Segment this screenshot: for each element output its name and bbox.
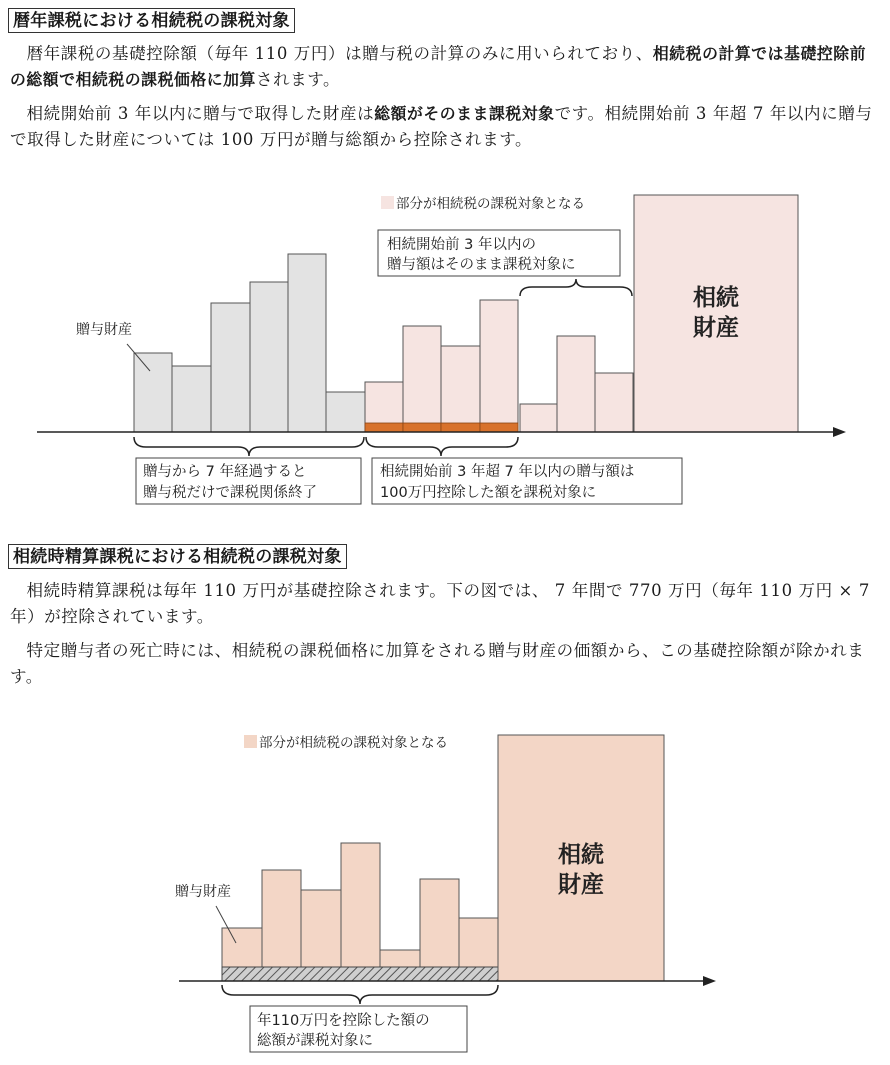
p2-text-c: です。相続開始前 3 年超 7 年以内に贈与で取得した財産については 100 万円が贈与総額から控除されます。 <box>10 104 873 149</box>
inheritance-label-line1: 相続 <box>693 285 739 311</box>
gift-bar-3 <box>211 303 250 432</box>
inheritance-label-2-line2: 財産 <box>558 872 604 898</box>
gift-bar-13 <box>595 373 633 432</box>
inheritance-label-line2: 財産 <box>693 315 739 341</box>
gift-bar-4 <box>250 282 288 432</box>
callout-mid-line2: 100万円控除した額を課税対象に <box>380 485 597 501</box>
p2-text-a: 相続開始前 3 年以内に贈与で取得した財産は <box>26 104 375 123</box>
gift-bar-9 <box>441 346 480 432</box>
diagram-1 <box>0 0 890 520</box>
bottom-brace-2 <box>222 985 498 1004</box>
p1-text-c: されます。 <box>255 70 341 89</box>
gift-bar-12 <box>557 336 595 432</box>
legend-swatch-2 <box>244 735 257 748</box>
axis-arrowhead-2 <box>703 976 716 986</box>
section2-paragraph-1: 相続時精算課税は毎年 110 万円が基礎控除されます。下の図では、 7 年間で 770 万円（毎年 110 万円 × 7 年）が控除されています。 <box>10 581 870 626</box>
left-brace <box>134 437 364 456</box>
section2-title: 相続時精算課税における相続税の課税対象 <box>8 544 347 569</box>
callout-left-line1: 贈与から 7 年経過すると <box>143 464 307 480</box>
p2-text-b: 総額がそのまま課税対象 <box>374 104 555 123</box>
axis-arrowhead <box>833 427 846 437</box>
gift-bar-5 <box>288 254 326 432</box>
gift-bar-2-4 <box>341 843 380 981</box>
deduction-strip-1 <box>365 423 403 432</box>
legend-swatch <box>381 196 394 209</box>
section2-paragraph-2: 特定贈与者の死亡時には、相続税の課税価格に加算をされる贈与財産の価額から、この基礎控除額が除かれます。 <box>10 641 865 686</box>
gift-bar-2-6 <box>420 879 459 981</box>
callout-top-line2: 贈与額はそのまま課税対象に <box>387 257 576 273</box>
callout-top-line1: 相続開始前 3 年以内の <box>387 237 536 253</box>
gift-bar-1 <box>134 353 172 432</box>
legend-text: 部分が相続税の課税対象となる <box>396 196 585 212</box>
gift-property-label-2: 贈与財産 <box>175 884 231 900</box>
deduction-strip-4 <box>480 423 518 432</box>
middle-brace <box>366 437 518 456</box>
gift-bar-6 <box>326 392 365 432</box>
section1-title: 暦年課税における相続税の課税対象 <box>8 8 295 33</box>
callout-left-line2: 贈与税だけで課税関係終了 <box>143 485 317 501</box>
deduction-strip-2 <box>403 423 441 432</box>
callout-2-line1: 年110万円を控除した額の <box>257 1013 430 1029</box>
gift-bar-2 <box>172 366 211 432</box>
basic-deduction-strip <box>222 967 498 981</box>
gift-bar-2-2 <box>262 870 301 981</box>
gift-bar-10 <box>480 300 518 432</box>
p1-text-b: 相続税の計算では基礎控除前の総額で相続税の課税価格に加算 <box>10 44 867 89</box>
diagram-2 <box>0 700 890 1065</box>
inheritance-label-2-line1: 相続 <box>558 842 604 868</box>
deduction-strip-3 <box>441 423 480 432</box>
callout-mid-line1: 相続開始前 3 年超 7 年以内の贈与額は <box>380 464 635 480</box>
p1-text-a: 暦年課税の基礎控除額（毎年 110 万円）は贈与税の計算のみに用いられており、 <box>26 44 653 63</box>
legend-text-2: 部分が相続税の課税対象となる <box>259 735 448 751</box>
gift-bar-11 <box>520 404 557 432</box>
gift-bar-8 <box>403 326 441 432</box>
callout-2-line2: 総額が課税対象に <box>257 1033 373 1049</box>
inheritance-block <box>634 195 798 432</box>
top-brace <box>520 279 632 296</box>
gift-property-label: 贈与財産 <box>76 322 132 338</box>
